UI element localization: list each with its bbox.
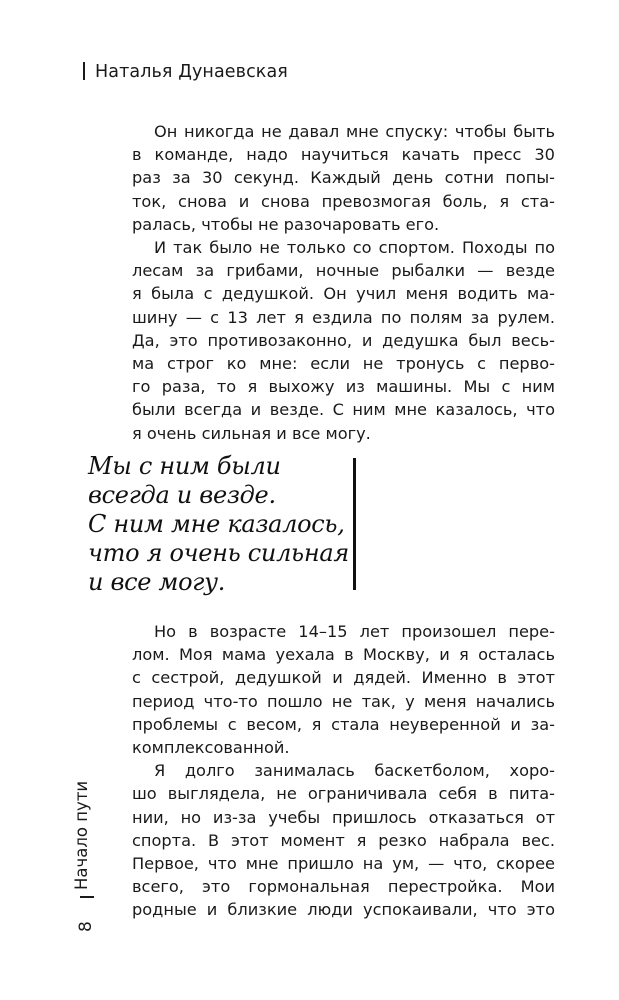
quote-line: и все могу.	[88, 568, 226, 596]
text-line: я была с дедушкой. Он учил меня водить ма-	[132, 284, 555, 304]
side-divider	[80, 896, 94, 898]
section-title-vertical: Начало пути	[72, 780, 91, 890]
text-line: Он никогда не давал мне спуску: чтобы быть	[154, 122, 555, 141]
text-line: комплексованной.	[132, 738, 290, 758]
text-line: родные и близкие люди успокаивали, что это	[132, 900, 555, 920]
text-line: я очень сильная и все могу.	[132, 423, 371, 443]
text-line: ралась, чтобы не разочаровать его.	[132, 214, 440, 234]
body-text-top	[132, 120, 555, 445]
text-line: Я долго занималась баскетболом, хоро-	[154, 761, 555, 781]
text-line: период что-то пошло не так, у меня начались	[132, 691, 555, 711]
text-line: проблемы с весом, я стала неуверенной и за-	[132, 714, 555, 734]
text-line: шину — с 13 лет я ездила по полям за рулем.	[132, 307, 555, 327]
text-line: были всегда и везде. С ним мне казалось, что	[132, 400, 555, 420]
text-line: Да, это противозаконно, и дедушка был весь-	[132, 330, 555, 350]
text-line: лом. Моя мама уехала в Москву, и я осталась	[132, 645, 555, 665]
text-line: И так было не только со спортом. Походы по	[154, 238, 555, 258]
text-line: лесам за грибами, ночные рыбалки — везде	[132, 261, 555, 281]
quote-line: Мы с ним были	[88, 452, 281, 480]
quote-vertical-rule	[353, 458, 356, 590]
text-line: спорта. В этот момент я резко набрала вес.	[132, 830, 555, 850]
text-line: раз за 30 секунд. Каждый день сотни попы-	[132, 168, 555, 188]
text-line: ма строг ко мне: если не тронусь с перво-	[132, 354, 555, 374]
text-line: ток, снова и снова превозмогая боль, я ста-	[132, 191, 555, 211]
text-line: го раза, то я выхожу из машины. Мы с ним	[132, 377, 555, 397]
text-line: шо выглядела, не ограничивала себя в пита-	[132, 784, 555, 804]
page-number: 8	[76, 921, 96, 932]
text-line: нии, но из-за учебы пришлось отказаться от	[132, 807, 555, 827]
body-text-bottom	[132, 620, 555, 922]
running-header	[83, 62, 288, 82]
text-line: Первое, что мне пришло на ум, — что, скорее	[132, 854, 555, 874]
quote-line: что я очень сильная	[88, 539, 349, 567]
header-divider	[83, 62, 85, 80]
text-line: всего, это гормональная перестройка. Мои	[132, 877, 555, 897]
text-line: с сестрой, дедушкой и дядей. Именно в этот	[132, 668, 555, 688]
author-name: Наталья Дунаевская	[95, 62, 288, 82]
quote-line: всегда и везде.	[88, 481, 276, 509]
text-line: в команде, надо научиться качать пресс 30	[132, 145, 555, 165]
text-line: Но в возрасте 14–15 лет произошел пере-	[154, 622, 555, 641]
quote-line: С ним мне казалось,	[88, 510, 345, 538]
pull-quote	[88, 452, 349, 597]
